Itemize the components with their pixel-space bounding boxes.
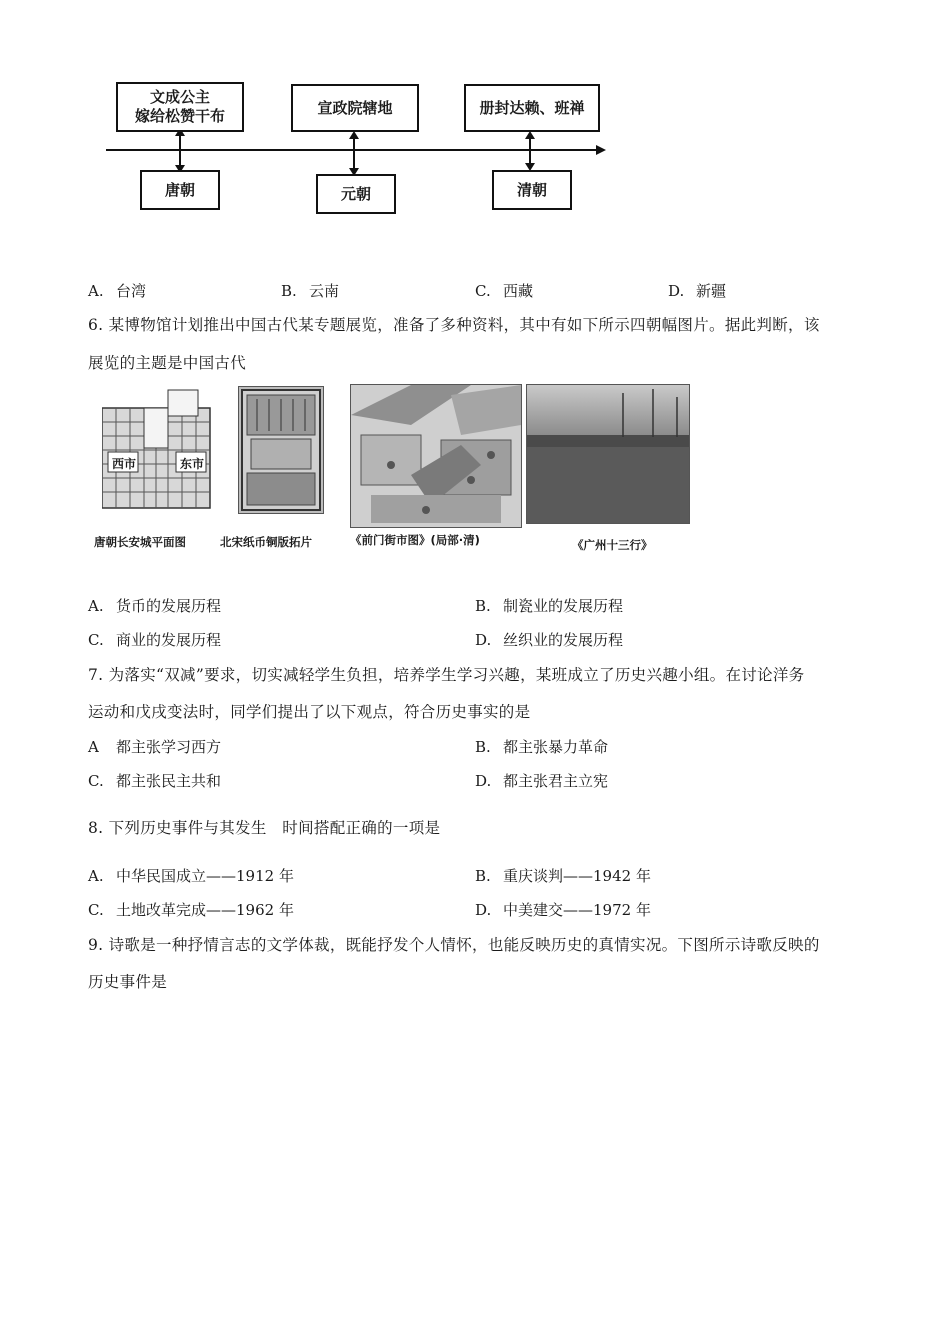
q8-stem: 8. 下列历史事件与其发生 时间搭配正确的一项是 (88, 819, 441, 837)
q7-option-c[interactable] (88, 771, 221, 791)
caption-qianmen-street: 《前门街市图》(局部·清) (350, 533, 480, 547)
option-letter: B. (475, 738, 491, 756)
qianmen-street-painting-image (350, 384, 522, 528)
option-letter: C. (88, 772, 104, 790)
timeline-event-box-qing (464, 84, 600, 132)
timeline-diagram (88, 78, 618, 218)
option-text: 都主张暴力革命 (503, 738, 609, 756)
street-scene-drawing (351, 385, 521, 527)
q7-option-d[interactable] (475, 771, 608, 791)
q7-option-a[interactable] (88, 737, 221, 757)
city-grid-drawing (102, 388, 212, 510)
option-text: 丝织业的发展历程 (503, 631, 624, 649)
q7-stem-line2: 运动和戊戌变法时，同学们提出了以下观点，符合历史事实的是 (88, 703, 531, 721)
option-letter: C. (88, 901, 104, 919)
q7-option-b[interactable] (475, 737, 608, 757)
dynasty-label: 清朝 (516, 180, 547, 199)
guangzhou-thirteen-hongs-image (526, 384, 690, 524)
option-text: 台湾 (116, 282, 147, 300)
q6-stem-line2: 展览的主题是中国古代 (88, 354, 247, 372)
option-text: 中美建交——1972 年 (503, 901, 651, 919)
timeline-event-box-tang (116, 82, 244, 132)
caption-changan-map: 唐朝长安城平面图 (94, 535, 186, 549)
map-label-west-market: 西市 (112, 457, 137, 471)
dynasty-box-qing (492, 170, 572, 210)
event-line: 嫁给松赞干布 (134, 107, 225, 125)
option-text: 商业的发展历程 (116, 631, 222, 649)
q6-option-d[interactable] (475, 630, 623, 650)
option-text: 西藏 (503, 282, 534, 300)
q6-stem-line1: 6. 某博物馆计划推出中国古代某专题展览，准备了多种资料，其中有如下所示四朝幅图片。据此判断，该 (88, 316, 820, 334)
dynasty-box-yuan (316, 174, 396, 214)
option-letter: A (88, 738, 99, 756)
caption-guangzhou-thirteen-hongs: 《广州十三行》 (572, 538, 653, 552)
option-letter: B. (281, 282, 297, 300)
option-text: 都主张学习西方 (116, 738, 222, 756)
option-letter: C. (475, 282, 491, 300)
dynasty-label: 元朝 (340, 184, 371, 203)
option-letter: B. (475, 867, 491, 885)
dynasty-label: 唐朝 (164, 180, 195, 199)
q5-option-d[interactable] (668, 281, 726, 301)
q5-option-c[interactable] (475, 281, 533, 301)
option-text: 重庆谈判——1942 年 (503, 867, 651, 885)
option-letter: B. (475, 597, 491, 615)
option-letter: D. (475, 901, 492, 919)
q6-image-strip (88, 382, 698, 562)
option-text: 土地改革完成——1962 年 (116, 901, 294, 919)
event-line: 宣政院辖地 (317, 98, 393, 117)
event-line: 册封达赖、班禅 (479, 98, 585, 117)
option-text: 都主张民主共和 (116, 772, 222, 790)
q9-stem-line2: 历史事件是 (88, 973, 168, 991)
caption-song-paper-money: 北宋纸币铜版拓片 (220, 535, 312, 549)
option-text: 制瓷业的发展历程 (503, 597, 624, 615)
option-letter: A. (88, 867, 104, 885)
event-line: 文成公主 (149, 88, 210, 106)
option-text: 中华民国成立——1912 年 (116, 867, 294, 885)
dynasty-box-tang (140, 170, 220, 210)
option-text: 货币的发展历程 (116, 597, 222, 615)
option-text: 新疆 (696, 282, 727, 300)
q8-option-a[interactable] (88, 866, 294, 886)
harbor-scene-drawing (527, 385, 689, 523)
q8-option-d[interactable] (475, 900, 651, 920)
map-label-east-market: 东市 (180, 457, 205, 471)
q7-stem-line1: 7. 为落实“双减”要求，切实减轻学生负担，培养学生学习兴趣，某班成立了历史兴趣小组。在讨论洋务 (88, 666, 805, 684)
timeline-event-box-yuan (291, 84, 419, 132)
q8-option-b[interactable] (475, 866, 651, 886)
song-paper-money-image (238, 386, 324, 514)
q5-option-b[interactable] (281, 281, 339, 301)
option-letter: D. (668, 282, 685, 300)
q8-option-c[interactable] (88, 900, 294, 920)
option-text: 云南 (309, 282, 340, 300)
option-letter: A. (88, 282, 104, 300)
changan-map-image (102, 388, 212, 510)
money-plate-drawing (239, 387, 323, 513)
q6-option-c[interactable] (88, 630, 221, 650)
option-text: 都主张君主立宪 (503, 772, 609, 790)
option-letter: D. (475, 772, 492, 790)
q6-option-a[interactable] (88, 596, 221, 616)
q9-stem-line1: 9. 诗歌是一种抒情言志的文学体裁，既能抒发个人情怀，也能反映历史的真情实况。下图所示诗歌反映的 (88, 936, 820, 954)
q5-option-a[interactable] (88, 281, 146, 301)
option-letter: A. (88, 597, 104, 615)
option-letter: C. (88, 631, 104, 649)
option-letter: D. (475, 631, 492, 649)
q6-option-b[interactable] (475, 596, 623, 616)
